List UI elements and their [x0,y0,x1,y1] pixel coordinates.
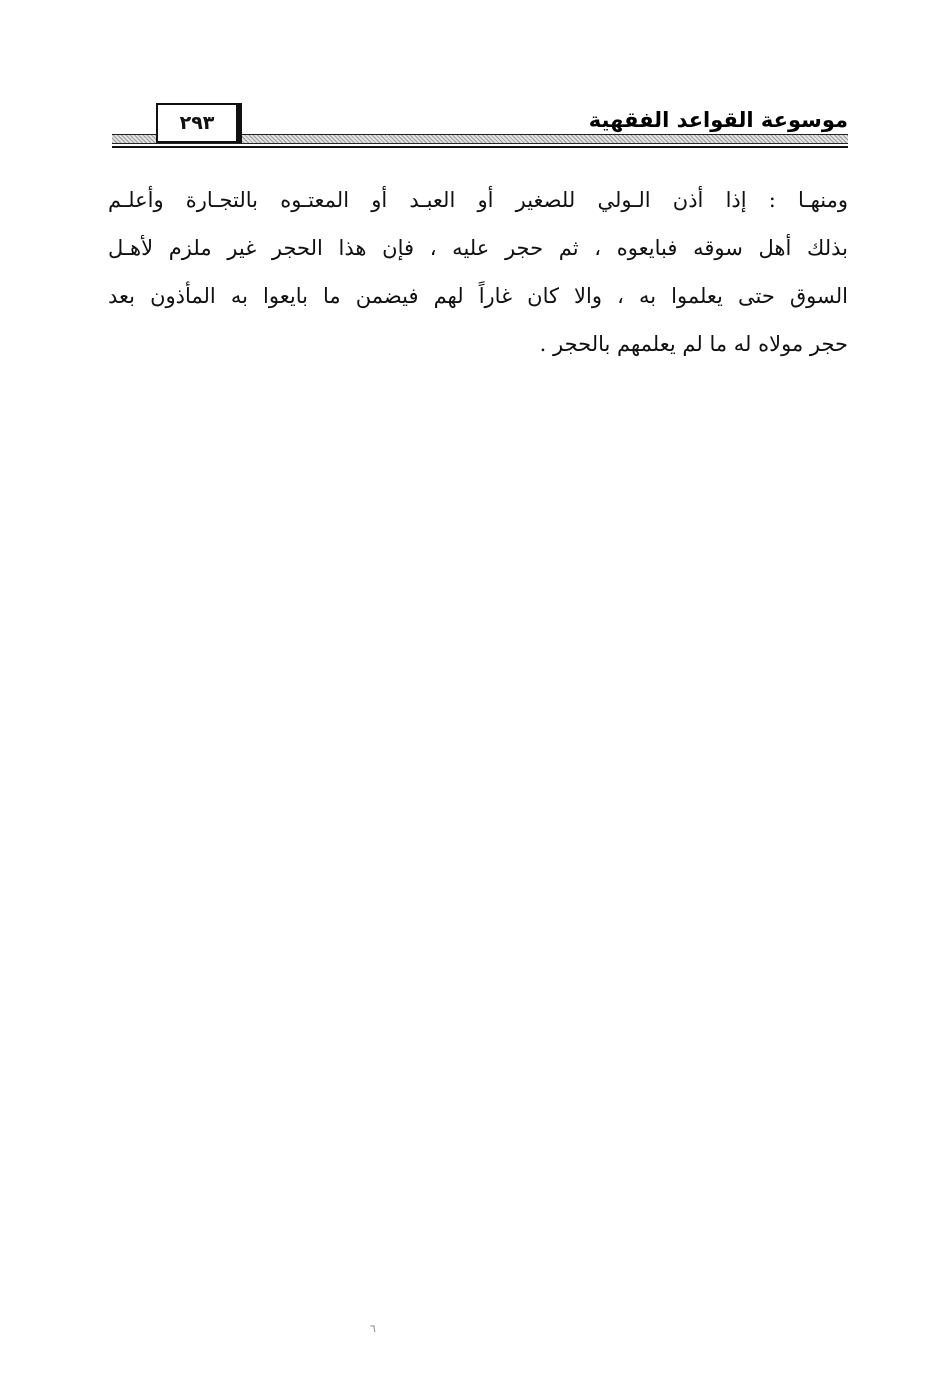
text-line: السوق حتى يعلموا به ، والا كان غاراً لهم فيضمن ما بايعوا به المأذون بعد [108,284,848,308]
header-rule-line [112,146,848,148]
text-line: ومنهـا : إذا أذن الـولي للصغير أو العبـد أو المعتـوه بالتجـارة وأعلـم [108,188,848,212]
scan-mark: ٦ [370,1322,376,1335]
text-line: بذلك أهل سوقه فبايعوه ، ثم حجر عليه ، فإن هذا الحجر غير ملزم لأهـل [108,236,848,260]
page-number: ٢٩٣ [156,103,242,143]
body-paragraph [108,176,848,368]
text-line: حجر مولاه له ما لم يعلمهم بالحجر . [539,332,848,356]
book-title: موسوعة القواعد الفقهية [588,108,848,132]
